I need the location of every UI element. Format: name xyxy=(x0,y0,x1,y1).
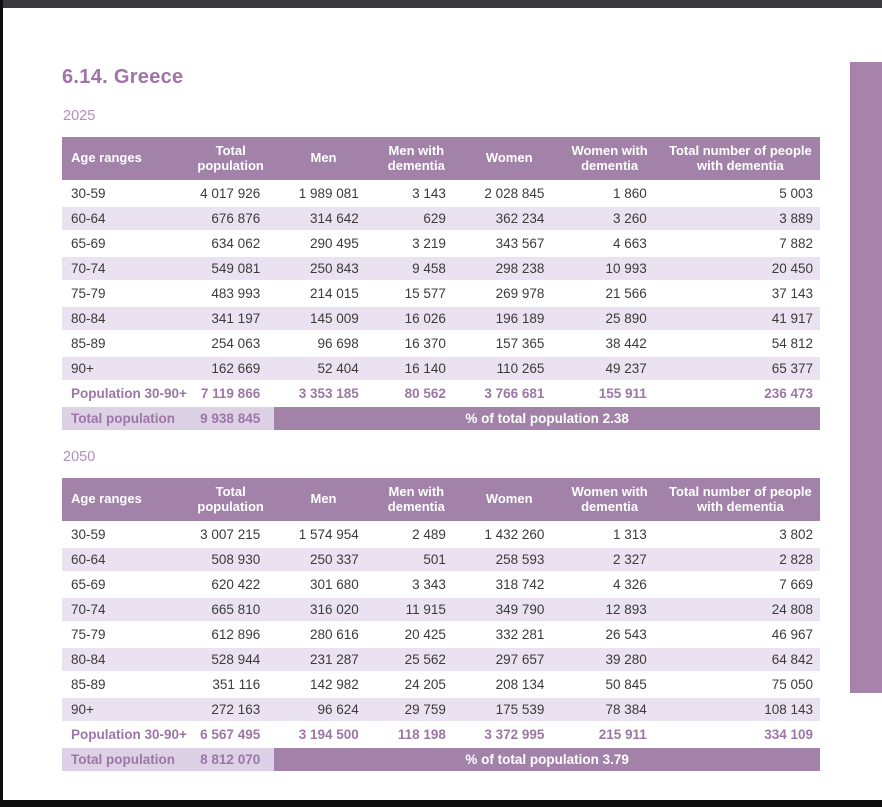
value-cell: 64 842 xyxy=(661,647,820,672)
percent-of-population-cell: % of total population 3.79 xyxy=(274,747,820,772)
age-range-cell: 70-74 xyxy=(62,597,187,622)
value-cell: 629 xyxy=(373,206,460,231)
total-label-cell: Total population xyxy=(62,406,187,431)
column-header: Age ranges xyxy=(62,478,187,522)
table-row xyxy=(62,547,820,572)
population-table-2025 xyxy=(62,137,820,432)
column-header: Men with dementia xyxy=(373,478,460,522)
summary-value-cell: 3 194 500 xyxy=(274,722,373,747)
table-row xyxy=(62,256,820,281)
value-cell: 362 234 xyxy=(460,206,559,231)
population-table-2050 xyxy=(62,478,820,773)
value-cell: 250 843 xyxy=(274,256,373,281)
value-cell: 272 163 xyxy=(187,697,274,722)
summary-value-cell: 3 353 185 xyxy=(274,381,373,406)
column-header: Women xyxy=(460,137,559,181)
value-cell: 3 007 215 xyxy=(187,522,274,547)
percent-of-population-cell: % of total population 2.38 xyxy=(274,406,820,431)
summary-value-cell: 155 911 xyxy=(558,381,660,406)
value-cell: 10 993 xyxy=(558,256,660,281)
age-range-cell: 70-74 xyxy=(62,256,187,281)
value-cell: 483 993 xyxy=(187,281,274,306)
value-cell: 528 944 xyxy=(187,647,274,672)
value-cell: 508 930 xyxy=(187,547,274,572)
value-cell: 41 917 xyxy=(661,306,820,331)
value-cell: 3 802 xyxy=(661,522,820,547)
column-header: Women with dementia xyxy=(558,478,660,522)
table-row xyxy=(62,597,820,622)
value-cell: 20 425 xyxy=(373,622,460,647)
value-cell: 25 562 xyxy=(373,647,460,672)
column-header: Total number of people with dementia xyxy=(661,478,820,522)
column-header: Total population xyxy=(187,478,274,522)
age-range-cell: 60-64 xyxy=(62,206,187,231)
value-cell: 110 265 xyxy=(460,356,559,381)
value-cell: 54 812 xyxy=(661,331,820,356)
age-range-cell: 85-89 xyxy=(62,331,187,356)
table-row xyxy=(62,647,820,672)
column-header: Total number of people with dementia xyxy=(661,137,820,181)
value-cell: 24 808 xyxy=(661,597,820,622)
value-cell: 634 062 xyxy=(187,231,274,256)
total-label-cell: Total population xyxy=(62,747,187,772)
value-cell: 231 287 xyxy=(274,647,373,672)
value-cell: 196 189 xyxy=(460,306,559,331)
page-border-left xyxy=(0,0,3,807)
total-row xyxy=(62,747,820,772)
column-header: Women with dementia xyxy=(558,137,660,181)
value-cell: 301 680 xyxy=(274,572,373,597)
table-row xyxy=(62,522,820,547)
summary-value-cell: 3 372 995 xyxy=(460,722,559,747)
table-row xyxy=(62,181,820,206)
page-border-bottom xyxy=(0,800,882,807)
value-cell: 316 020 xyxy=(274,597,373,622)
value-cell: 3 260 xyxy=(558,206,660,231)
value-cell: 298 238 xyxy=(460,256,559,281)
value-cell: 145 009 xyxy=(274,306,373,331)
value-cell: 26 543 xyxy=(558,622,660,647)
value-cell: 1 860 xyxy=(558,181,660,206)
column-header: Men xyxy=(274,137,373,181)
total-value-cell: 8 812 070 xyxy=(187,747,274,772)
value-cell: 269 978 xyxy=(460,281,559,306)
age-range-cell: 65-69 xyxy=(62,231,187,256)
summary-value-cell: 118 198 xyxy=(373,722,460,747)
value-cell: 280 616 xyxy=(274,622,373,647)
column-header: Women xyxy=(460,478,559,522)
value-cell: 612 896 xyxy=(187,622,274,647)
age-range-cell: 85-89 xyxy=(62,672,187,697)
year-label-2025: 2025 xyxy=(63,108,96,124)
value-cell: 21 566 xyxy=(558,281,660,306)
value-cell: 16 370 xyxy=(373,331,460,356)
value-cell: 142 982 xyxy=(274,672,373,697)
value-cell: 1 989 081 xyxy=(274,181,373,206)
value-cell: 3 219 xyxy=(373,231,460,256)
value-cell: 349 790 xyxy=(460,597,559,622)
summary-value-cell: 6 567 495 xyxy=(187,722,274,747)
value-cell: 52 404 xyxy=(274,356,373,381)
value-cell: 78 384 xyxy=(558,697,660,722)
summary-value-cell: 3 766 681 xyxy=(460,381,559,406)
value-cell: 676 876 xyxy=(187,206,274,231)
value-cell: 2 489 xyxy=(373,522,460,547)
value-cell: 65 377 xyxy=(661,356,820,381)
age-range-cell: 30-59 xyxy=(62,181,187,206)
value-cell: 620 422 xyxy=(187,572,274,597)
value-cell: 4 326 xyxy=(558,572,660,597)
table-row xyxy=(62,206,820,231)
value-cell: 96 624 xyxy=(274,697,373,722)
value-cell: 49 237 xyxy=(558,356,660,381)
value-cell: 2 028 845 xyxy=(460,181,559,206)
value-cell: 37 143 xyxy=(661,281,820,306)
summary-value-cell: 236 473 xyxy=(661,381,820,406)
column-header: Men with dementia xyxy=(373,137,460,181)
summary-value-cell: 215 911 xyxy=(558,722,660,747)
table-header-row xyxy=(62,478,820,522)
value-cell: 1 432 260 xyxy=(460,522,559,547)
chapter-side-tab xyxy=(850,62,882,693)
table-row xyxy=(62,281,820,306)
value-cell: 341 197 xyxy=(187,306,274,331)
value-cell: 46 967 xyxy=(661,622,820,647)
value-cell: 214 015 xyxy=(274,281,373,306)
value-cell: 3 343 xyxy=(373,572,460,597)
value-cell: 208 134 xyxy=(460,672,559,697)
value-cell: 15 577 xyxy=(373,281,460,306)
value-cell: 29 759 xyxy=(373,697,460,722)
total-value-cell: 9 938 845 xyxy=(187,406,274,431)
summary-label-cell: Population 30-90+ xyxy=(62,722,187,747)
column-header: Men xyxy=(274,478,373,522)
value-cell: 1 574 954 xyxy=(274,522,373,547)
value-cell: 16 026 xyxy=(373,306,460,331)
value-cell: 250 337 xyxy=(274,547,373,572)
value-cell: 665 810 xyxy=(187,597,274,622)
value-cell: 157 365 xyxy=(460,331,559,356)
table-row xyxy=(62,672,820,697)
value-cell: 162 669 xyxy=(187,356,274,381)
table-row xyxy=(62,231,820,256)
section-title: 6.14. Greece xyxy=(62,66,184,88)
age-range-cell: 30-59 xyxy=(62,522,187,547)
column-header: Age ranges xyxy=(62,137,187,181)
table-row xyxy=(62,356,820,381)
age-range-cell: 75-79 xyxy=(62,281,187,306)
value-cell: 9 458 xyxy=(373,256,460,281)
age-range-cell: 65-69 xyxy=(62,572,187,597)
value-cell: 11 915 xyxy=(373,597,460,622)
value-cell: 12 893 xyxy=(558,597,660,622)
year-label-2050: 2050 xyxy=(63,449,96,465)
value-cell: 7 669 xyxy=(661,572,820,597)
value-cell: 3 143 xyxy=(373,181,460,206)
value-cell: 7 882 xyxy=(661,231,820,256)
age-range-cell: 80-84 xyxy=(62,647,187,672)
value-cell: 24 205 xyxy=(373,672,460,697)
summary-value-cell: 7 119 866 xyxy=(187,381,274,406)
value-cell: 5 003 xyxy=(661,181,820,206)
age-range-cell: 90+ xyxy=(62,356,187,381)
age-range-cell: 80-84 xyxy=(62,306,187,331)
value-cell: 38 442 xyxy=(558,331,660,356)
value-cell: 175 539 xyxy=(460,697,559,722)
value-cell: 50 845 xyxy=(558,672,660,697)
value-cell: 314 642 xyxy=(274,206,373,231)
column-header: Total population xyxy=(187,137,274,181)
page-content xyxy=(62,0,820,773)
value-cell: 2 327 xyxy=(558,547,660,572)
value-cell: 96 698 xyxy=(274,331,373,356)
value-cell: 16 140 xyxy=(373,356,460,381)
value-cell: 290 495 xyxy=(274,231,373,256)
table-row xyxy=(62,331,820,356)
value-cell: 20 450 xyxy=(661,256,820,281)
value-cell: 501 xyxy=(373,547,460,572)
value-cell: 254 063 xyxy=(187,331,274,356)
summary-label-cell: Population 30-90+ xyxy=(62,381,187,406)
summary-row xyxy=(62,722,820,747)
value-cell: 297 657 xyxy=(460,647,559,672)
value-cell: 2 828 xyxy=(661,547,820,572)
age-range-cell: 75-79 xyxy=(62,622,187,647)
table-header-row xyxy=(62,137,820,181)
value-cell: 332 281 xyxy=(460,622,559,647)
total-row xyxy=(62,406,820,431)
summary-value-cell: 334 109 xyxy=(661,722,820,747)
table-row xyxy=(62,572,820,597)
value-cell: 258 593 xyxy=(460,547,559,572)
age-range-cell: 60-64 xyxy=(62,547,187,572)
value-cell: 39 280 xyxy=(558,647,660,672)
value-cell: 4 017 926 xyxy=(187,181,274,206)
table-row xyxy=(62,306,820,331)
summary-value-cell: 80 562 xyxy=(373,381,460,406)
value-cell: 318 742 xyxy=(460,572,559,597)
value-cell: 351 116 xyxy=(187,672,274,697)
value-cell: 75 050 xyxy=(661,672,820,697)
table-row xyxy=(62,697,820,722)
table-row xyxy=(62,622,820,647)
value-cell: 549 081 xyxy=(187,256,274,281)
value-cell: 4 663 xyxy=(558,231,660,256)
value-cell: 343 567 xyxy=(460,231,559,256)
age-range-cell: 90+ xyxy=(62,697,187,722)
value-cell: 108 143 xyxy=(661,697,820,722)
value-cell: 1 313 xyxy=(558,522,660,547)
value-cell: 3 889 xyxy=(661,206,820,231)
value-cell: 25 890 xyxy=(558,306,660,331)
summary-row xyxy=(62,381,820,406)
